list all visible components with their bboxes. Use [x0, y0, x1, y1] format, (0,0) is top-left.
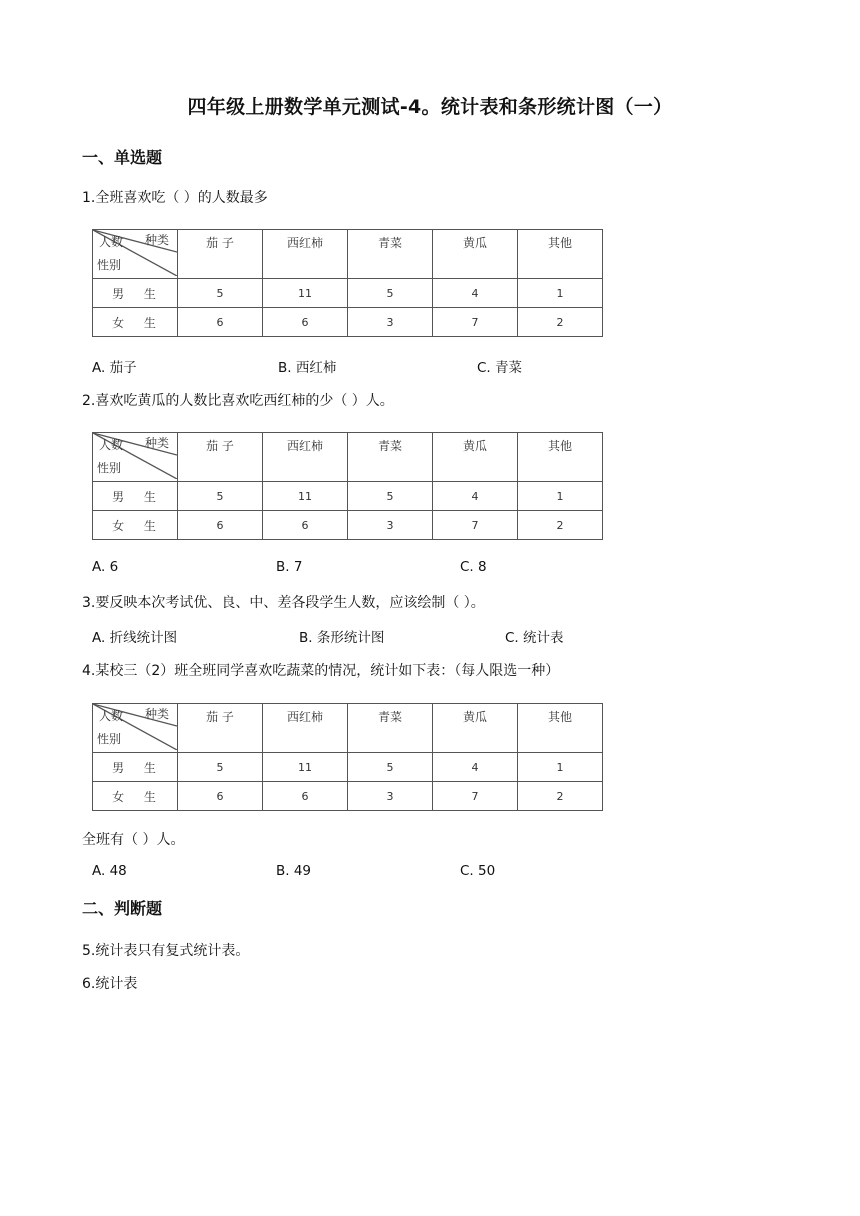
table-cell: 4: [433, 753, 518, 782]
section-heading-single-choice: 一、单选题: [82, 148, 163, 167]
table-cell: 6: [263, 511, 348, 540]
table-cell: 11: [263, 753, 348, 782]
question-6-text: 6.统计表: [82, 976, 138, 992]
column-header: 黄瓜: [433, 704, 518, 753]
option-c[interactable]: C. 50: [460, 863, 496, 879]
table-row: [93, 782, 603, 811]
table-cell: 11: [263, 279, 348, 308]
table-cell: 1: [518, 482, 603, 511]
table-cell: 5: [178, 482, 263, 511]
column-header: 茄 子: [178, 230, 263, 279]
table-row: [93, 753, 603, 782]
table-cell: 6: [178, 511, 263, 540]
question-5-text: 5.统计表只有复式统计表。: [82, 943, 250, 959]
column-header: 茄 子: [178, 704, 263, 753]
option-b[interactable]: B. 49: [276, 863, 312, 879]
corner-label-kind: 种类: [145, 233, 170, 247]
table-cell: 7: [433, 308, 518, 337]
row-label: 女 生: [93, 308, 178, 337]
table-cell: 5: [348, 482, 433, 511]
table-cell: 5: [348, 753, 433, 782]
corner-label-kind: 种类: [145, 707, 170, 721]
column-header: 青菜: [348, 704, 433, 753]
row-label: 男 生: [93, 753, 178, 782]
corner-label-gender: 性别: [97, 258, 122, 272]
table-cell: 7: [433, 782, 518, 811]
option-a[interactable]: A. 6: [92, 559, 119, 575]
question-4-followup: 全班有（ ）人。: [82, 832, 185, 848]
table-cell: 6: [263, 782, 348, 811]
table-row: [93, 482, 603, 511]
table-cell: 6: [178, 308, 263, 337]
table-row: [93, 308, 603, 337]
table-row: [93, 279, 603, 308]
option-a[interactable]: A. 折线统计图: [92, 630, 178, 646]
table-cell: 1: [518, 279, 603, 308]
option-c[interactable]: C. 青菜: [477, 360, 523, 376]
table-cell: 4: [433, 482, 518, 511]
row-label: 女 生: [93, 511, 178, 540]
table-cell: 2: [518, 511, 603, 540]
corner-label-count: 人数: [99, 438, 124, 452]
column-header: 黄瓜: [433, 230, 518, 279]
row-label: 男 生: [93, 279, 178, 308]
table-cell: 6: [178, 782, 263, 811]
column-header: 茄 子: [178, 433, 263, 482]
page-title: 四年级上册数学单元测试-4。统计表和条形统计图（一）: [187, 96, 673, 118]
table-cell: 2: [518, 782, 603, 811]
table-cell: 5: [178, 753, 263, 782]
corner-label-gender: 性别: [97, 461, 122, 475]
vegetable-stat-table-3: [92, 703, 603, 811]
table-cell: 7: [433, 511, 518, 540]
option-a[interactable]: A. 48: [92, 863, 127, 879]
question-2-text: 2.喜欢吃黄瓜的人数比喜欢吃西红柿的少（ ）人。: [82, 393, 394, 409]
corner-label-kind: 种类: [145, 436, 170, 450]
table-cell: 4: [433, 279, 518, 308]
row-label: 女 生: [93, 782, 178, 811]
column-header: 其他: [518, 704, 603, 753]
table-row: [93, 511, 603, 540]
table-cell: 5: [178, 279, 263, 308]
corner-label-count: 人数: [99, 235, 124, 249]
corner-label-gender: 性别: [97, 732, 122, 746]
option-b[interactable]: B. 西红柿: [278, 360, 337, 376]
option-c[interactable]: C. 8: [460, 559, 487, 575]
table-corner-cell: [93, 433, 178, 482]
table-corner-cell: [93, 230, 178, 279]
vegetable-stat-table-1: [92, 229, 603, 337]
column-header: 西红柿: [263, 433, 348, 482]
table-corner-cell: [93, 704, 178, 753]
column-header: 西红柿: [263, 704, 348, 753]
table-cell: 1: [518, 753, 603, 782]
column-header: 其他: [518, 433, 603, 482]
column-header: 青菜: [348, 230, 433, 279]
table-cell: 3: [348, 511, 433, 540]
row-label: 男 生: [93, 482, 178, 511]
table-cell: 3: [348, 782, 433, 811]
column-header: 青菜: [348, 433, 433, 482]
table-cell: 11: [263, 482, 348, 511]
table-cell: 5: [348, 279, 433, 308]
column-header: 西红柿: [263, 230, 348, 279]
section-heading-true-false: 二、判断题: [82, 899, 163, 918]
vegetable-stat-table-2: [92, 432, 603, 540]
table-cell: 3: [348, 308, 433, 337]
question-1-text: 1.全班喜欢吃（ ）的人数最多: [82, 190, 268, 206]
option-b[interactable]: B. 7: [276, 559, 303, 575]
column-header: 其他: [518, 230, 603, 279]
option-b[interactable]: B. 条形统计图: [299, 630, 385, 646]
question-3-text: 3.要反映本次考试优、良、中、差各段学生人数，应该绘制（ ）。: [82, 595, 485, 611]
table-cell: 6: [263, 308, 348, 337]
column-header: 黄瓜: [433, 433, 518, 482]
option-c[interactable]: C. 统计表: [505, 630, 564, 646]
option-a[interactable]: A. 茄子: [92, 360, 137, 376]
table-cell: 2: [518, 308, 603, 337]
corner-label-count: 人数: [99, 709, 124, 723]
question-4-text: 4.某校三（2）班全班同学喜欢吃蔬菜的情况，统计如下表：（每人限选一种）: [82, 663, 560, 679]
